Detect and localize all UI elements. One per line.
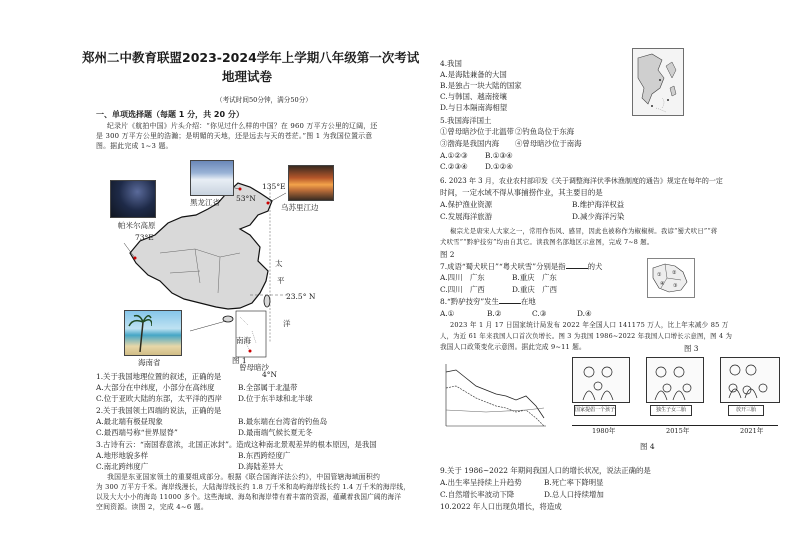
label-lat53: 53°N [236,194,256,203]
q8-option-c[interactable]: C.③ [532,309,547,318]
svg-text:③: ③ [673,283,678,289]
q6-option-a[interactable]: A.保护渔业资源 [440,200,493,209]
label-lon73: 73°E [135,233,154,242]
q1-option-b[interactable]: B.全部属于北温带 [238,383,298,392]
family-one-child-icon [573,358,629,402]
passage2-line-1: 我国是东亚国家领土的重要组成部分。根据《联合国海洋法公约》，中国管辖海域面积约 [107,473,381,481]
label-hainan: 海南省 [138,358,161,367]
intro-line-3: 图。据此完成 1~3 题。 [96,142,173,150]
q9-option-a[interactable]: A.出生率呈持续上升趋势 [440,478,522,487]
q2-option-c[interactable]: C.最西端号称“世界屋脊” [96,428,178,437]
label-ping: 平 [277,276,285,285]
q1-stem: 1.关于我国地理位置的叙述，正确的是 [96,372,222,381]
q4-option-c[interactable]: C.与韩国、越南接壤 [440,92,507,101]
label-heilongjiang: 黑龙江省 [190,198,220,207]
q9-option-b[interactable]: B.死亡率下降明显 [544,478,604,487]
policy-timeline [572,425,778,426]
q8-option-a[interactable]: A.① [440,309,455,318]
figure1-caption: 图 1 [232,356,247,365]
q8-option-b[interactable]: B.② [487,309,502,318]
passage2-line-3: 以及大大小小的海岛 11000 多个。这些海域、海岛和海岸带有着丰富的资源，蕴藏着我国广阔的海洋 [96,493,402,501]
passage4-line-3: 我国人口政策变化示意图。据此完成 9~11 题。 [440,343,586,351]
q4-option-a[interactable]: A.是海陆兼备的大国 [440,70,507,79]
taiwan-island [264,295,270,307]
passage3-line-1: 椒宗尤是唐宋人大家之一，常用作伤风、感冒，因此也被称作为椒椒树。我谚“蜀犬吠日”“蒋 [450,227,718,235]
q6-option-c[interactable]: C.发展海洋旅游 [440,212,493,221]
pointer-line-south [190,321,226,331]
year-2021: 2021年 [740,427,764,435]
label-zengmu: 曾母暗沙 [239,363,269,372]
q8-stem-pre: 8.“黔驴技穷”发生 [440,297,499,306]
svg-text:④: ④ [660,281,665,287]
q7-option-a[interactable]: A.四川 广东 [440,273,485,282]
section-heading: 一、单项选择题（每题 1 分，共 20 分） [96,110,244,119]
q7-stem-pre: 7.成语“蜀犬吠日”“粤犬吠雪”分别是指 [440,262,566,271]
q3-option-a[interactable]: A.地形地貌多样 [96,451,149,460]
q7-answer-blank[interactable] [566,262,588,269]
q8-stem-post: 在地 [520,297,536,306]
q5-stem: 5.我国海洋国土 [440,116,492,125]
family-three-child-icon [721,358,779,402]
q2-option-a[interactable]: A.最北端有极昼现象 [96,417,163,426]
passage4-line-1: 2023 年 1 月 17 日国家统计局发布 2022 年全国人口 141175 万人，比上年末减少 85 万 [450,321,729,329]
label-lat4: 4°N [262,370,278,379]
q3-option-b[interactable]: B.东西跨经度广 [238,451,291,460]
q6-stem-1: 6. 2023 年 3 月，农业农村部印发《关于调整海洋伏季休渔制度的通告》规定在每年的一定 [440,177,723,185]
family-two-child-icon [647,358,703,402]
sign-2021: 放开三胎 [728,405,764,416]
q1-option-c[interactable]: C.位于亚欧大陆的东部，太平洋的西岸 [96,394,222,403]
q5-choice-d[interactable]: D.①②④ [485,162,513,171]
photo-pamir-night [110,180,156,218]
q5-choice-b[interactable]: B.①③④ [485,151,513,160]
svg-text:②: ② [672,270,677,276]
label-wusuli: 乌苏里江边 [281,203,319,212]
palm-tree-icon [128,312,152,352]
figure3-population-chart [440,360,550,434]
q3-option-c[interactable]: C.南北跨纬度广 [96,462,149,471]
q6-option-d[interactable]: D.减少海洋污染 [572,212,625,221]
q8-stem [440,297,536,306]
q7-stem [440,262,602,271]
photo-heilongjiang-snow [190,160,234,196]
figure4-policy-panels [572,353,782,443]
panel-1980 [572,357,630,403]
growth-rate-line [446,386,544,426]
q5-choice-c[interactable]: C.②③④ [440,162,468,171]
q5-statement-1: ①曾母暗沙位于北温带 [440,127,514,136]
passage3-line-2: 犬吠雪”“黔驴技穷”均由自其它。读我图名部地区示意图，完成 7~8 题。 [440,238,654,246]
q3-stem: 3.古诗有云：“南国春意浓，北国正冰封”。造成这种南北景观差异的根本原因，是我国 [96,440,377,449]
q7-option-d[interactable]: D.重庆 广西 [512,285,557,294]
q7-option-c[interactable]: C.四川 广西 [440,285,485,294]
q5-choice-a[interactable]: A.①②③ [440,151,468,160]
exam-title: 郑州二中教育联盟2023-2024学年上学期八年级第一次考试 [82,50,420,65]
q4-option-b[interactable]: B.是独占一块大陆的国家 [440,81,522,90]
figure2-label: 图 2 [440,250,455,259]
exam-note: （考试时间50分钟，满分50分） [216,96,312,104]
q6-stem-2: 时间，一定水域不得从事捕捞作业，其主要目的是 [440,188,603,197]
q8-option-d[interactable]: D.④ [577,309,592,318]
intro-line-1: 纪录片《航拍中国》片头介绍：“你见过什么样的中国？在 960 万平方公里的辽阔，还 [107,122,378,130]
q1-option-a[interactable]: A.大部分在中纬度，小部分在高纬度 [96,383,215,392]
intro-line-2: 是 300 万平方公里的浩瀚；是明媚的天地，还是远去与天的苍茫。”图 1 为我国位置示意 [96,132,373,140]
passage2-line-4: 空间资源。读图 2，完成 4~6 题。 [96,503,208,511]
photo-wusuli-sunrise [288,165,334,201]
hainan-island [223,316,233,322]
south-point-dot [249,350,252,353]
svg-text:①: ① [657,272,662,278]
right-column [432,0,794,560]
figure2-map [632,48,684,116]
east-point-dot [267,202,270,205]
north-point-dot [239,188,242,191]
west-point-dot [134,257,137,260]
passage4-line-2: 人，为近 61 年来我国人口首次负增长。图 3 为我国 1986~2022 年我国人口增长示意图，图 4 为 [440,332,733,340]
label-lon135: 135°E [262,182,286,191]
label-pamir: 帕米尔高原 [118,221,156,230]
southwest-region-map [647,258,695,298]
exam-subject: 地理试卷 [222,69,273,84]
passage2-line-2: 为 300 万平方千米。海岸线漫长，大陆海岸线长约 1.8 万千米和岛屿海岸线长约 1.4 万千米的海岸线， [96,483,411,491]
year-1980: 1980年 [592,427,616,435]
q5-statement-2: ②钓鱼岛位于东海 [515,127,575,136]
figure3-label: 图 3 [684,344,699,353]
q9-option-c[interactable]: C.自然增长率波动下降 [440,490,515,499]
label-tropic: 23.5° N [286,292,316,301]
year-2015: 2015年 [666,427,690,435]
q7-stem-post: 的犬 [587,262,603,271]
q4-stem: 4.我国 [440,59,462,68]
figure4-caption: 图 4 [640,442,655,451]
panel-2015 [646,357,704,403]
q6-option-b[interactable]: B.维护海洋权益 [572,200,625,209]
q7-option-b[interactable]: B.重庆 广东 [512,273,557,282]
label-tai: 太 [275,259,283,268]
panel-2021 [720,357,780,403]
q4-option-d[interactable]: D.与日本隔南海相望 [440,103,508,112]
q3-option-d[interactable]: D.海陆差异大 [238,462,283,471]
q8-answer-blank[interactable] [499,297,521,304]
q2-option-d[interactable]: D.最南端气候长夏无冬 [238,428,313,437]
q2-option-b[interactable]: B.最东端在台湾省的钓鱼岛 [238,417,328,426]
q9-stem: 9.关于 1986~2022 年期间我国人口的增长状况，说法正确的是 [440,466,651,475]
q10-stem: 10.2022 年人口出现负增长，将造成 [440,502,562,511]
q9-option-d[interactable]: D.总人口持续增加 [544,490,604,499]
sign-1980: 国家提倡一个孩子 [574,405,616,416]
death-rate-line [446,408,544,412]
label-yang: 洋 [283,319,291,328]
q1-option-d[interactable]: D.位于东半球和北半球 [238,394,313,403]
q5-statement-3: ③渤海是我国内海 [440,139,500,148]
q2-stem: 2.关于我国领土四端的说法，正确的是 [96,406,222,415]
q5-statement-4: ④曾母暗沙位于南海 [515,139,582,148]
sign-2015: 独生子女二胎 [650,405,692,416]
label-nanhai: 南海 [236,336,251,345]
